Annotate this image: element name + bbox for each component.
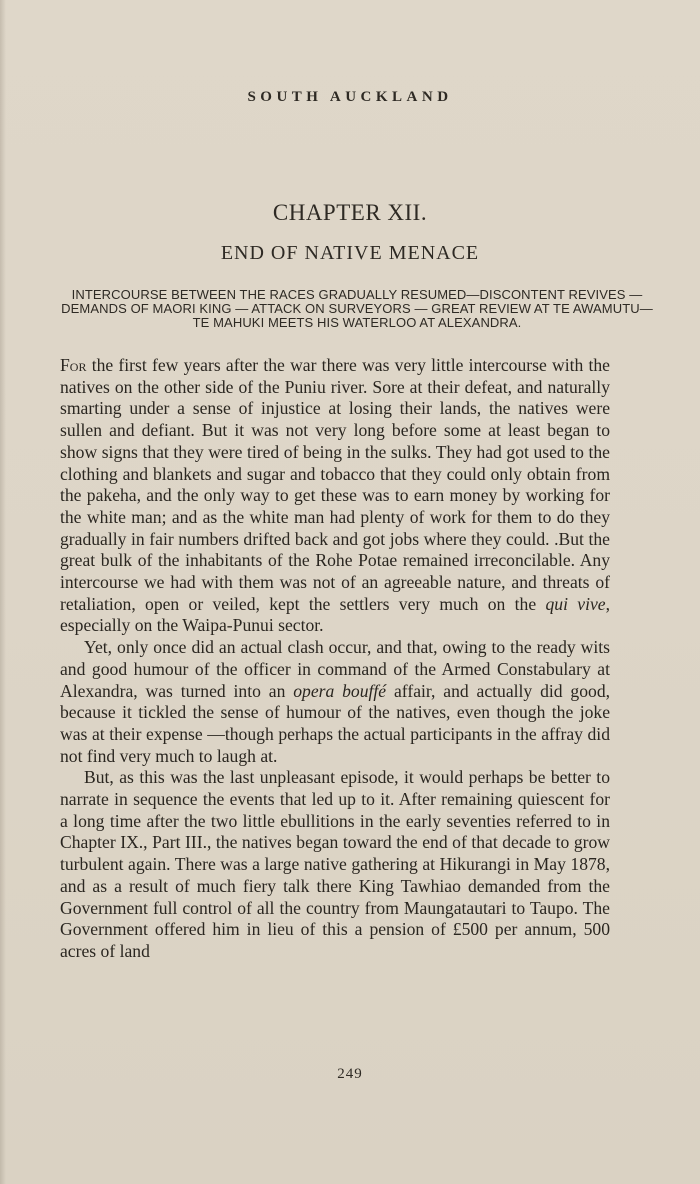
paragraph-2-text-b: affair, and actually did good, because it tickled the sense of humour of the natives, even though the joke was at their expense —though perhaps the actual participants in the affray did not find very much to laugh at. xyxy=(60,680,611,766)
paragraph-1-text-b: .But the great bulk of the inhabitants of the Rohe Potae remained irreconcilable. Any intercourse we had with them was not of an agreeable nature, and threats of retaliation, open or veiled, kept the settlers very much on the xyxy=(60,528,610,614)
paragraph-1-text-c: , especially on the Waipa-Punui sector. xyxy=(60,593,610,636)
paragraph-3 xyxy=(60,767,610,962)
page-number: 249 xyxy=(337,1066,363,1082)
opening-word: For xyxy=(60,355,87,375)
paragraph-2 xyxy=(60,637,610,767)
paragraph-1 xyxy=(60,355,610,637)
chapter-number: CHAPTER XII. xyxy=(272,200,428,225)
paragraph-1-text-a: the first few years after the war there was very little intercourse with the natives on the other side of the Puniu river. Sore at their defeat, and naturally smarting under a sense of injustice at losing their lands, the natives were sullen and defiant. But it was not very long before some at least began to show signs that they were tired of being in the sulks. They had got used to the clothing and blankets and sugar and tobacco that they could only obtain from the pakeha, and the only way to get these was to earn money by working for the white man; and as the white man had plenty of work for them to do they gradually in fair numbers drifted back and got jobs where they could. xyxy=(60,355,610,549)
paragraph-1-italic-phrase: qui vive xyxy=(545,593,606,614)
body-text xyxy=(60,355,610,963)
page-edge-shadow xyxy=(0,0,6,1184)
running-head: SOUTH AUCKLAND xyxy=(247,89,453,105)
paragraph-2-text-a: Yet, only once did an actual clash occur, and that, owing to the ready wits and good humour of the officer in command of the Armed Constabulary at Alexandra, was turned into an xyxy=(60,637,610,701)
chapter-synopsis: INTERCOURSE BETWEEN THE RACES GRADUALLY RESUMED—DISCONTENT REVIVES — DEMANDS OF MAORI KING — ATTACK ON SURVEYORS — GREAT REVIEW AT TE AWAMUTU—TE MAHUKI MEETS HIS WATERLOO AT ALEXANDRA. xyxy=(61,287,653,330)
paragraph-2-italic-phrase: opera bouffé xyxy=(293,680,387,701)
paragraph-3-text: But, as this was the last unpleasant episode, it would perhaps be better to narrate in sequence the events that led up to it. After remaining quiescent for a long time after the two little ebullitions in the early seventies referred to in Chapter IX., Part III., the natives began toward the end of that decade to grow turbulent again. There was a large native gathering at Hikurangi in May 1878, and as a result of much fiery talk there King Tawhiao demanded from the Government full control of all the country from Maungatautari to Taupo. The Government offered him in lieu of this a pension of £500 per annum, 500 acres of land xyxy=(60,767,610,961)
chapter-title: END OF NATIVE MENACE xyxy=(220,242,480,264)
